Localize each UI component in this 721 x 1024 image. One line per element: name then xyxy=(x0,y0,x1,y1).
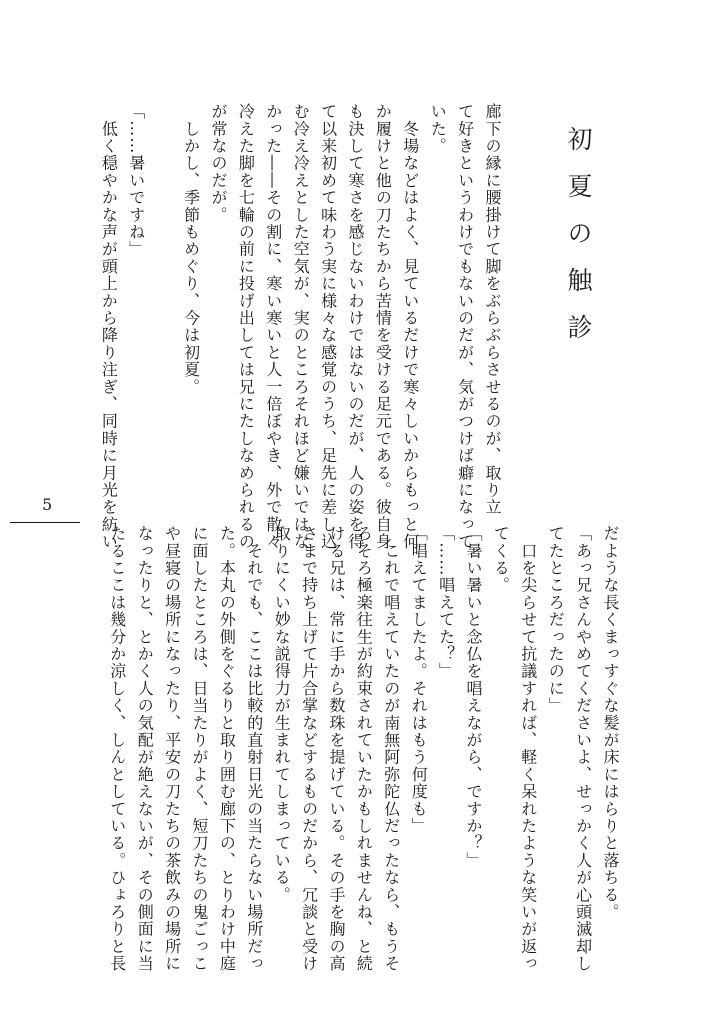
text-column: て以来初めて味わう実に様々な感覚のうち、足先に差し込 xyxy=(318,103,338,551)
text-column: も決して寒さを感じないわけではないのだが、人の姿を得 xyxy=(346,103,365,551)
text-column: だような長くまっすぐな髪が床にはらりと落ちる。 xyxy=(601,525,620,921)
text-column: かった――その割に、寒い寒いと人一倍ぼやき、外で散々 xyxy=(263,103,283,551)
text-column: なったりと、とかく人の気配が絶えないが、その側面に当 xyxy=(135,525,155,973)
text-column: てくる。 xyxy=(491,525,511,594)
chapter-title: 初夏の触診 xyxy=(564,126,593,361)
text-column: 取りにくい妙な説得力が生まれてしまっている。 xyxy=(272,525,292,904)
text-column: 「……唱えてた？」 xyxy=(436,525,456,680)
text-column: しかし、季節もめぐり、今は初夏。 xyxy=(181,103,201,396)
text-column: た。本丸の外側をぐるりと取り囲む廊下の、とりわけ中庭 xyxy=(217,525,237,973)
text-column: か履けと他の刀たちから苦情を受ける足元である。彼自身 xyxy=(373,103,393,551)
text-column: さまで持ち上げて片合掌などするものだから、冗談と受け xyxy=(299,525,319,973)
text-column: 冬場などはよく、見ているだけで寒々しいからもっと何 xyxy=(400,103,420,551)
text-column: に面したところは、日当たりがよく、短刀たちの鬼ごっこ xyxy=(190,525,209,973)
text-column: これで唱えていたのが南無阿弥陀仏だったなら、もうそ xyxy=(381,525,401,973)
text-column: ける兄は、常に手から数珠を提げている。その手を胸の高 xyxy=(327,525,346,973)
text-column: や昼寝の場所になったり、平安の刀たちの茶飲みの場所に xyxy=(162,525,182,973)
text-column: が常なのだが。 xyxy=(209,103,228,224)
page-number-rule xyxy=(10,522,80,523)
text-column: 冷えた脚を七輪の前に投げ出しては兄にたしなめられるの xyxy=(236,103,256,551)
text-column: 廊下の縁に腰掛けて脚をぶらぶらさせるのが、取り立 xyxy=(483,103,502,516)
text-column: ろそろ極楽往生が約束されていたかもしれませんね、と続 xyxy=(354,525,374,973)
text-column: 「暑い暑いと念仏を唱えながら、ですか？」 xyxy=(464,525,483,869)
text-column: いた。 xyxy=(428,103,448,155)
text-column: 「あっ兄さんやめてくださいよ、せっかく人が心頭滅却し xyxy=(573,525,593,973)
text-column: それでも、ここは比較的直射日光の当たらない場所だっ xyxy=(244,525,264,973)
text-column: 「唱えてましたよ。それはもう何度も」 xyxy=(409,525,429,835)
text-column: 「……暑いですね」 xyxy=(126,103,146,258)
text-column: てたところだったのに」 xyxy=(546,525,566,715)
text-column: て好きというわけでもないのだが、気がつけば癖になって xyxy=(455,103,475,551)
text-column: む冷え冷えとした空気が、実のところそれほど嫌いではな xyxy=(291,103,311,551)
page-number: 5 xyxy=(42,495,53,514)
text-column: たるここは幾分か涼しく、しんとしている。ひょろりと長 xyxy=(107,525,127,973)
text-column: 口を尖らせて抗議すれば、軽く呆れたような笑いが返っ xyxy=(518,525,538,973)
text-column: 低く穏やかな声が頭上から降り注ぎ、同時に月光を紡い xyxy=(99,103,119,551)
